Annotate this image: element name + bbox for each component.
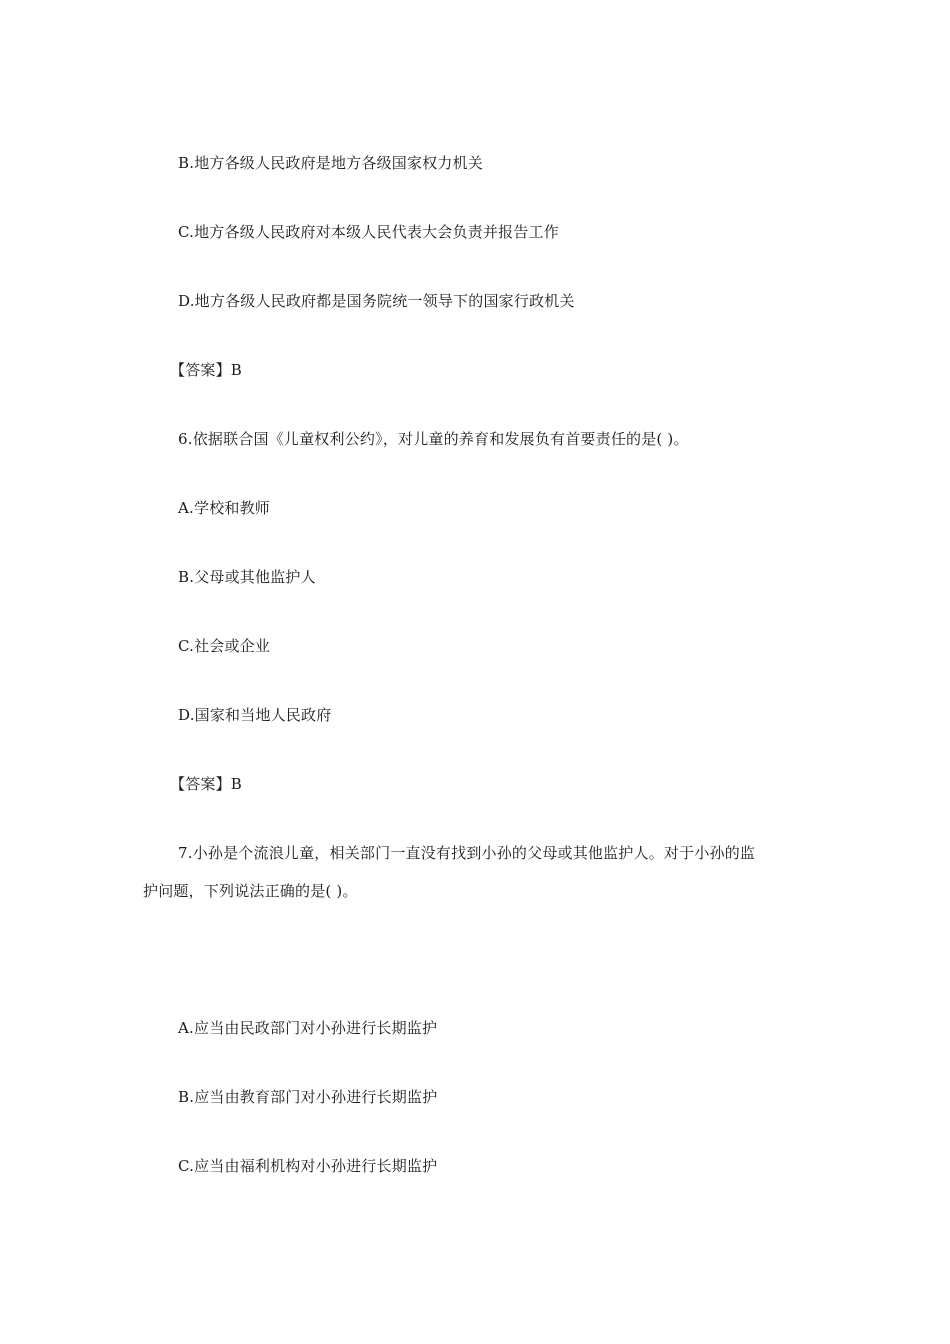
q5-answer: 【答案】B [170, 361, 243, 379]
q7-option-c: C.应当由福利机构对小孙进行长期监护 [178, 1157, 438, 1175]
q7-question-line2: 护问题，下列说法正确的是( )。 [143, 882, 358, 900]
q6-answer: 【答案】B [170, 775, 243, 793]
q5-option-b: B.地方各级人民政府是地方各级国家权力机关 [178, 154, 483, 172]
q6-option-b: B.父母或其他监护人 [178, 568, 316, 586]
q6-option-a: A.学校和教师 [178, 499, 271, 517]
q5-option-d: D.地方各级人民政府都是国务院统一领导下的国家行政机关 [178, 292, 575, 310]
q7-option-a: A.应当由民政部门对小孙进行长期监护 [178, 1019, 438, 1037]
q5-option-c: C.地方各级人民政府对本级人民代表大会负责并报告工作 [178, 223, 559, 241]
q7-question-line1: 7.小孙是个流浪儿童，相关部门一直没有找到小孙的父母或其他监护人。对于小孙的监 [178, 844, 756, 862]
q6-option-d: D.国家和当地人民政府 [178, 706, 332, 724]
q6-question: 6.依据联合国《儿童权利公约》，对儿童的养育和发展负有首要责任的是( )。 [178, 430, 689, 448]
q7-option-b: B.应当由教育部门对小孙进行长期监护 [178, 1088, 438, 1106]
q6-option-c: C.社会或企业 [178, 637, 271, 655]
